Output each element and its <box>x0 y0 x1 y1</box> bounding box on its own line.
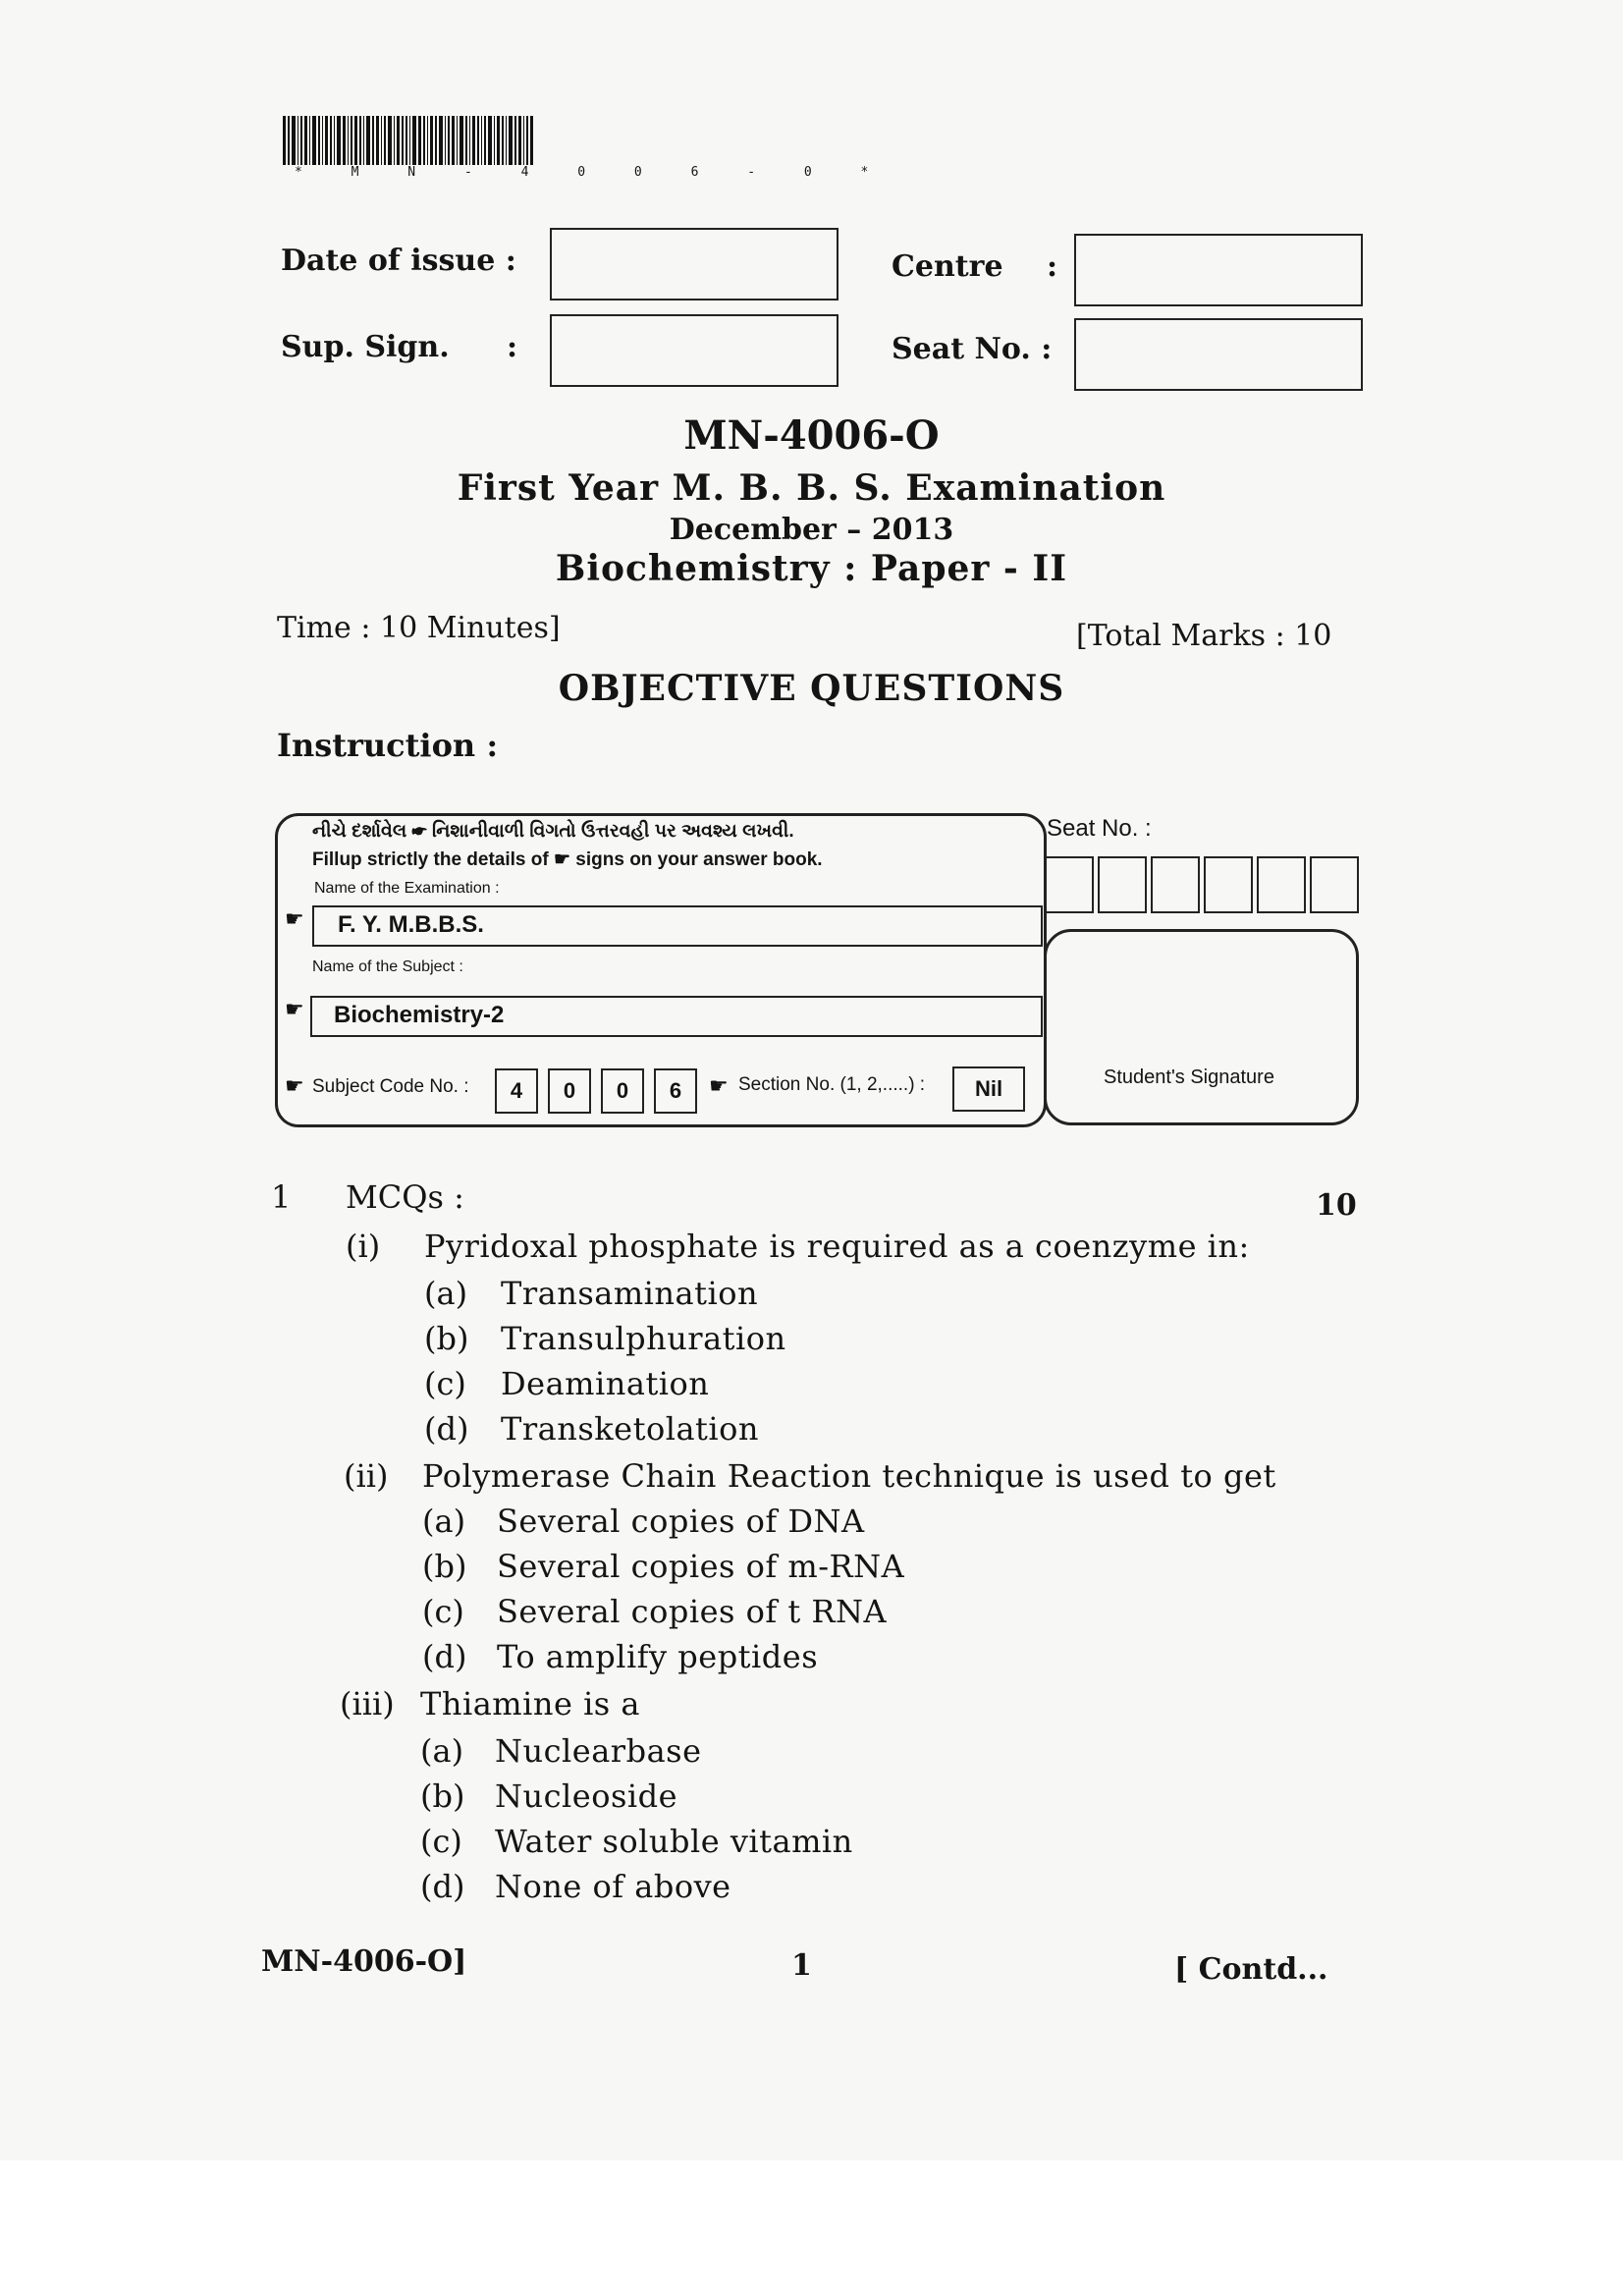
barcode-bar <box>312 116 316 165</box>
pointing-hand-icon: ☛ <box>285 998 304 1022</box>
option-key: (d) <box>424 1410 469 1448</box>
barcode-bar <box>394 116 395 165</box>
barcode-bar <box>448 116 450 165</box>
pointing-hand-icon: ☛ <box>285 1074 304 1099</box>
barcode-bar <box>288 116 290 165</box>
barcode-bar <box>372 116 374 165</box>
barcode-bar <box>381 116 382 165</box>
seat-no-label: Seat No. : <box>892 332 1053 366</box>
barcode-bar <box>457 116 458 165</box>
section-no-label: Section No. (1, 2,.....) : <box>738 1074 926 1095</box>
barcode-bar <box>325 116 328 165</box>
option-key: (a) <box>422 1503 466 1540</box>
barcode-bar <box>376 116 379 165</box>
barcode-bar <box>334 116 335 165</box>
seat-no-cell <box>1310 856 1359 913</box>
barcode-bar <box>354 116 357 165</box>
barcode-bar <box>484 116 486 165</box>
exam-session: December – 2013 <box>669 513 954 547</box>
card-seat-no-label: Seat No. : <box>1047 815 1152 842</box>
pointing-hand-icon: ☛ <box>709 1074 729 1099</box>
barcode-bar <box>351 116 352 165</box>
barcode-bar <box>530 116 533 165</box>
sup-sign-label: Sup. Sign. <box>281 330 450 364</box>
seat-no-cell <box>1204 856 1253 913</box>
barcode-bar <box>502 116 504 165</box>
option-key: (b) <box>420 1777 465 1815</box>
page-number: 1 <box>791 1948 812 1983</box>
question-item-text: Polymerase Chain Reaction technique is used to get <box>422 1457 1276 1495</box>
sup-sign-box <box>550 314 839 387</box>
option-key: (a) <box>420 1732 464 1770</box>
section-title: OBJECTIVE QUESTIONS <box>558 668 1065 709</box>
student-signature-box <box>1044 929 1359 1125</box>
option-key: (d) <box>420 1868 465 1905</box>
barcode-text: * M N - 4 0 0 6 - 0 * <box>295 165 890 180</box>
barcode-bar <box>292 116 296 165</box>
barcode-bar <box>523 116 524 165</box>
subject-name-label: Name of the Subject : <box>312 958 463 975</box>
question-item-text: Thiamine is a <box>420 1685 640 1722</box>
barcode-bar <box>423 116 425 165</box>
barcode-bar <box>388 116 392 165</box>
subject-code-label: Subject Code No. : <box>312 1076 469 1097</box>
seat-no-cell <box>1045 856 1094 913</box>
barcode-bar <box>430 116 433 165</box>
option-text: Transamination <box>501 1275 759 1312</box>
barcode-bar <box>343 116 346 165</box>
barcode-bar <box>406 116 407 165</box>
barcode-bar <box>526 116 528 165</box>
centre-box <box>1074 234 1363 306</box>
option-key: (b) <box>424 1320 469 1357</box>
section-no-value: Nil <box>952 1066 1025 1112</box>
barcode-bar <box>412 116 416 165</box>
barcode-bar <box>322 116 323 165</box>
question-heading: MCQs : <box>346 1178 464 1216</box>
barcode-bar <box>518 116 521 165</box>
question-item-text: Pyridoxal phosphate is required as a coenzyme in: <box>424 1228 1250 1265</box>
continued-label: [ Contd... <box>1174 1952 1328 1987</box>
question-marks: 10 <box>1316 1188 1357 1223</box>
barcode <box>283 116 750 165</box>
barcode-bar <box>445 116 446 165</box>
centre-colon: : <box>1047 249 1058 284</box>
footer-code: MN-4006-O] <box>261 1944 467 1979</box>
fillup-instruction: Fillup strictly the details of ☛ signs on your answer book. <box>312 849 823 870</box>
barcode-bar <box>481 116 482 165</box>
barcode-bar <box>402 116 404 165</box>
option-text: Several copies of m-RNA <box>497 1548 905 1585</box>
option-key: (c) <box>420 1823 462 1860</box>
subject-code-digit: 0 <box>601 1068 644 1114</box>
barcode-bar <box>472 116 475 165</box>
option-key: (a) <box>424 1275 468 1312</box>
barcode-bar <box>469 116 470 165</box>
option-key: (c) <box>422 1593 464 1630</box>
total-marks: [Total Marks : 10 <box>1076 619 1332 653</box>
pointing-hand-icon: ☛ <box>285 907 304 932</box>
option-key: (b) <box>422 1548 467 1585</box>
option-key: (d) <box>422 1638 467 1675</box>
barcode-bar <box>304 116 307 165</box>
barcode-bar <box>363 116 364 165</box>
exam-subject: Biochemistry : Paper - II <box>555 548 1068 589</box>
barcode-bar <box>300 116 302 165</box>
option-text: Nucleoside <box>495 1777 678 1815</box>
barcode-bar <box>514 116 516 165</box>
time-allowed: Time : 10 Minutes] <box>277 611 561 645</box>
question-item-number: (iii) <box>340 1685 395 1722</box>
barcode-bar <box>397 116 400 165</box>
barcode-bar <box>309 116 310 165</box>
barcode-bar <box>427 116 428 165</box>
barcode-bar <box>435 116 437 165</box>
seat-no-cell <box>1151 856 1200 913</box>
barcode-bar <box>497 116 500 165</box>
question-number: 1 <box>271 1178 292 1216</box>
seat-no-box <box>1074 318 1363 391</box>
option-text: Transulphuration <box>501 1320 786 1357</box>
subject-code-digit: 4 <box>495 1068 538 1114</box>
instruction-label: Instruction : <box>277 727 499 764</box>
subject-code-digit: 6 <box>654 1068 697 1114</box>
gujarati-instruction: નીચે દર્શાવેલ ☛ નિશાનીવાળી વિગતો ઉત્તરવહી પર અવશ્ય લખવી. <box>312 821 794 842</box>
barcode-bar <box>409 116 410 165</box>
option-text: Transketolation <box>501 1410 759 1448</box>
centre-label: Centre <box>892 249 1003 284</box>
exam-code: MN-4006-O <box>683 412 940 459</box>
sup-sign-colon: : <box>507 330 518 364</box>
barcode-bar <box>465 116 467 165</box>
option-key: (c) <box>424 1365 466 1402</box>
option-text: Nuclearbase <box>495 1732 702 1770</box>
subject-code-digit: 0 <box>548 1068 591 1114</box>
barcode-bar <box>348 116 349 165</box>
exam-title: First Year M. B. B. S. Examination <box>457 467 1166 509</box>
exam-name-value: F. Y. M.B.B.S. <box>338 911 484 938</box>
option-text: To amplify peptides <box>497 1638 819 1675</box>
date-of-issue-label: Date of issue : <box>281 244 516 278</box>
date-of-issue-box <box>550 228 839 301</box>
option-text: Several copies of t RNA <box>497 1593 888 1630</box>
option-text: Several copies of DNA <box>497 1503 865 1540</box>
barcode-bar <box>366 116 370 165</box>
barcode-bar <box>509 116 513 165</box>
barcode-bar <box>460 116 463 165</box>
exam-name-label: Name of the Examination : <box>314 880 500 897</box>
barcode-bar <box>283 116 286 165</box>
student-signature-label: Student's Signature <box>1104 1066 1274 1088</box>
question-item-number: (ii) <box>344 1457 389 1495</box>
barcode-bar <box>452 116 455 165</box>
barcode-bar <box>439 116 443 165</box>
barcode-bar <box>506 116 507 165</box>
barcode-bar <box>318 116 320 165</box>
barcode-bar <box>384 116 386 165</box>
barcode-bar <box>477 116 479 165</box>
barcode-bar <box>488 116 492 165</box>
option-text: Water soluble vitamin <box>495 1823 853 1860</box>
barcode-bar <box>418 116 421 165</box>
barcode-bar <box>494 116 495 165</box>
subject-name-value: Biochemistry-2 <box>334 1002 505 1028</box>
barcode-bar <box>337 116 341 165</box>
option-text: Deamination <box>501 1365 710 1402</box>
option-text: None of above <box>495 1868 731 1905</box>
barcode-bar <box>359 116 361 165</box>
question-item-number: (i) <box>346 1228 381 1265</box>
seat-no-cell <box>1257 856 1306 913</box>
seat-no-cell <box>1098 856 1147 913</box>
barcode-bar <box>330 116 332 165</box>
